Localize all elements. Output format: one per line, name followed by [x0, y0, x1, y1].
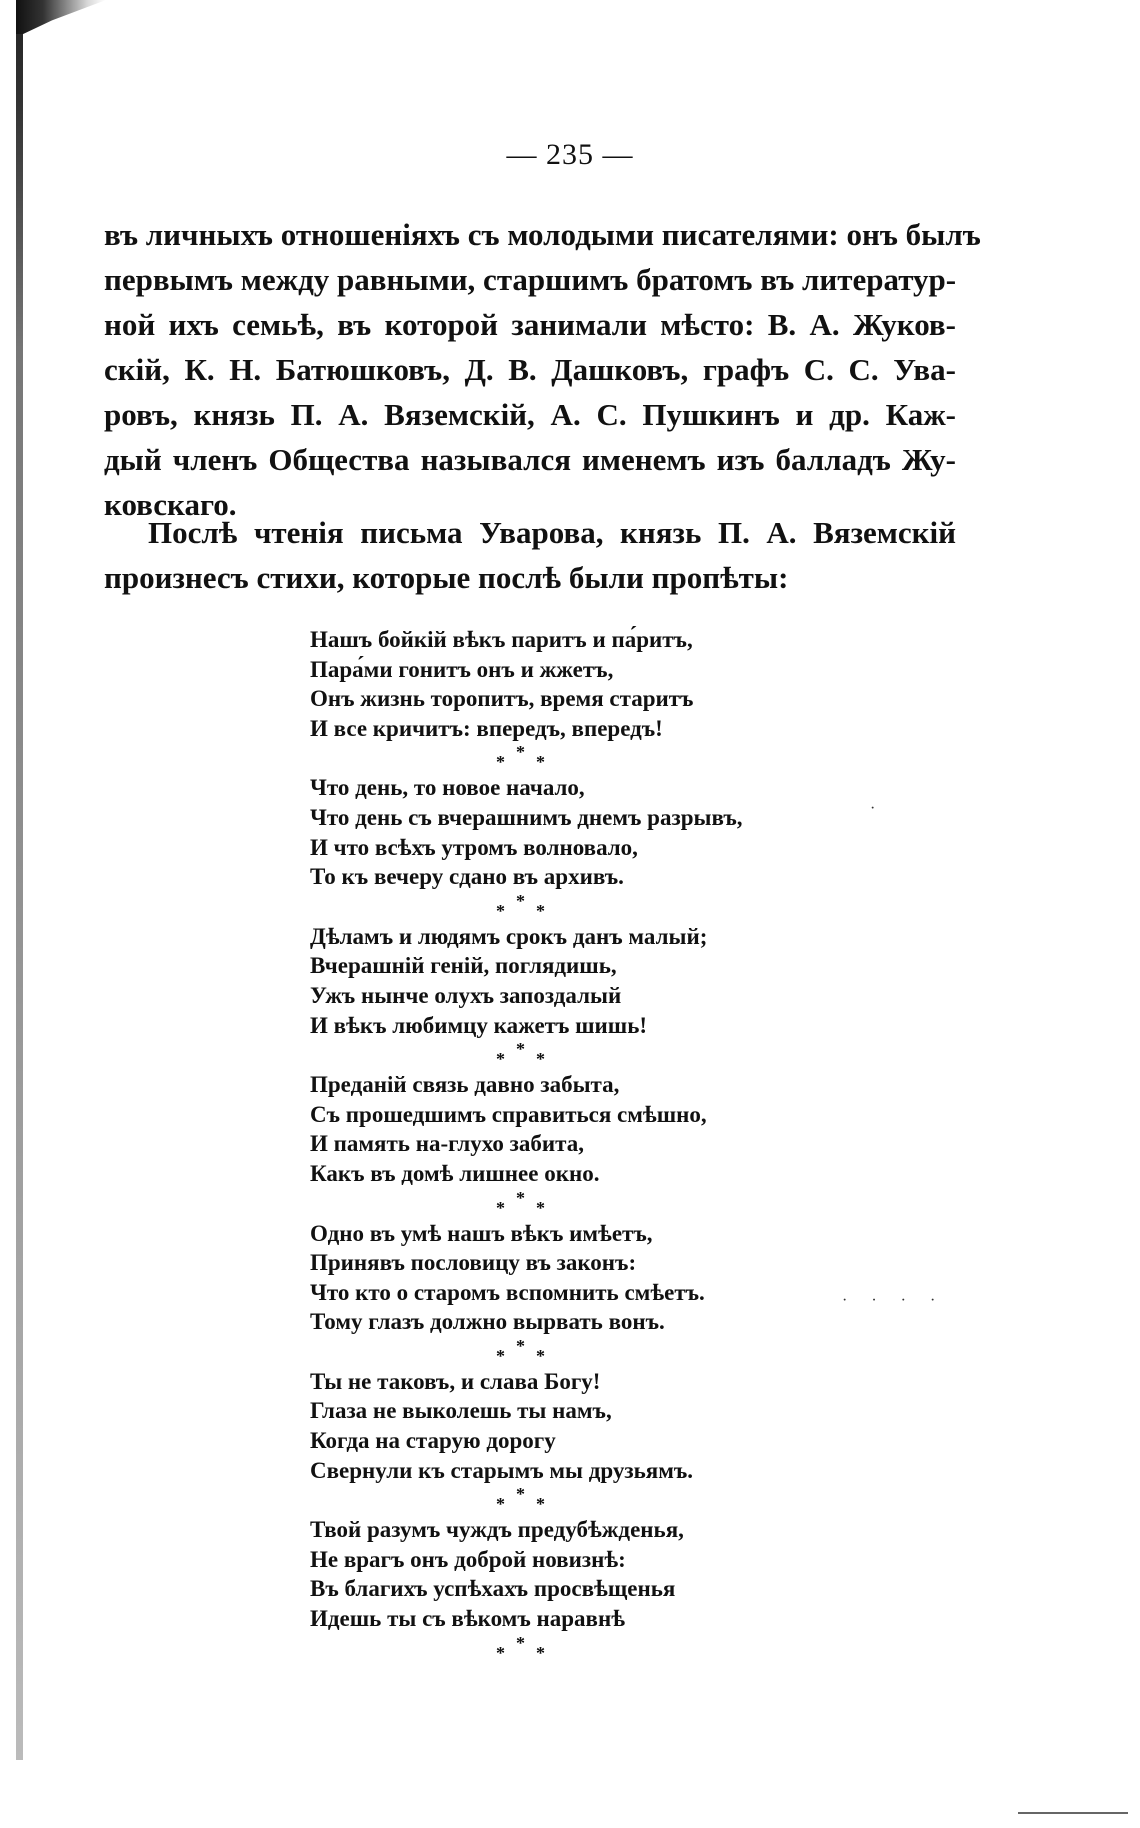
stanza-separator: [496, 1337, 556, 1367]
stanza-separator: [496, 743, 556, 773]
asterisk-icon: *: [536, 1049, 545, 1070]
asterisk-icon: *: [516, 1335, 525, 1356]
asterisk-icon: *: [536, 1345, 545, 1366]
stanza-separator: [496, 1189, 556, 1219]
stanza-separator: [496, 1485, 556, 1515]
poem-verse: Съ прошедшимъ справиться смѣшно,: [310, 1101, 707, 1127]
poem-stanza: [310, 1070, 870, 1188]
print-speck: ·: [870, 800, 876, 817]
poem-verse: Дѣламъ и людямъ срокъ данъ малый;: [310, 923, 708, 949]
poem-verse: И что всѣхъ утромъ волновало,: [310, 834, 638, 860]
poem-verse: Свернули къ старымъ мы друзьямъ.: [310, 1457, 694, 1483]
poem-verse: Что кто о старомъ вспомнить смѣетъ.: [310, 1279, 705, 1305]
text-line: скій, К. Н. Батюшковъ, Д. В. Дашковъ, графъ С. С. Ува-: [104, 352, 956, 387]
poem-stanza: [310, 1219, 870, 1337]
text-line: въ личныхъ отношеніяхъ съ молодыми писателями: онъ былъ: [104, 217, 981, 252]
poem-verse: Ужъ нынче олухъ запоздалый: [310, 982, 622, 1008]
print-speck: · · · ·: [842, 1292, 946, 1309]
asterisk-icon: *: [496, 1642, 505, 1663]
poem-verse: Пара́ми гонитъ онъ и жжетъ,: [310, 656, 614, 682]
poem-verse: Принявъ пословицу въ законъ:: [310, 1250, 637, 1276]
poem-verse: Что день, то новое начало,: [310, 775, 585, 801]
poem-verse: Что день съ вчерашнимъ днемъ разрывъ,: [310, 804, 743, 830]
poem-verse: Идешь ты съ вѣкомъ наравнѣ: [310, 1606, 626, 1632]
scan-left-edge: [16, 0, 23, 1760]
poem-stanza: [310, 922, 870, 1040]
asterisk-icon: *: [516, 1484, 525, 1505]
asterisk-icon: *: [516, 1187, 525, 1208]
asterisk-icon: *: [536, 1494, 545, 1515]
asterisk-icon: *: [516, 1039, 525, 1060]
poem-verse: Вчерашній геній, поглядишь,: [310, 953, 617, 979]
asterisk-icon: *: [536, 900, 545, 921]
text-line: ной ихъ семьѣ, въ которой занимали мѣсто: В. А. Жуков-: [104, 307, 956, 342]
poem-verse: Тому глазъ должно вырвать вонъ.: [310, 1309, 665, 1335]
text-line: ровъ, князь П. А. Вяземскій, А. С. Пушкинъ и др. Каж-: [104, 397, 956, 432]
stanza-separator: [496, 1040, 556, 1070]
stanza-separator: [496, 1634, 556, 1664]
poem-verse: И все кричитъ: впередъ, впередъ!: [310, 715, 663, 741]
poem-verse: Какъ въ домѣ лишнее окно.: [310, 1160, 600, 1186]
poem-stanza: [310, 1515, 870, 1633]
poem-verse: Преданій связь давно забыта,: [310, 1072, 620, 1098]
page-number: — 235 —: [506, 138, 634, 171]
asterisk-icon: *: [516, 1632, 525, 1653]
asterisk-icon: *: [516, 742, 525, 763]
paragraph-2: [104, 510, 956, 600]
poem-stanza: [310, 773, 870, 891]
text-line: дый членъ Общества назывался именемъ изъ балладъ Жу-: [104, 442, 956, 477]
scan-corner-mark: [16, 0, 106, 34]
stanza-separator: [496, 892, 556, 922]
poem: [310, 625, 870, 1664]
asterisk-icon: *: [496, 1197, 505, 1218]
poem-verse: Въ благихъ успѣхахъ просвѣщенья: [310, 1576, 676, 1602]
poem-verse: И память на-глухо забита,: [310, 1131, 585, 1157]
scan-margin-line: [1018, 1812, 1128, 1814]
asterisk-icon: *: [496, 1345, 505, 1366]
poem-verse: Не врагъ онъ доброй новизнѣ:: [310, 1546, 626, 1572]
poem-verse: Когда на старую дорогу: [310, 1428, 556, 1454]
poem-verse: То къ вечеру сдано въ архивъ.: [310, 864, 624, 890]
text-line: ковскаго.: [104, 487, 237, 522]
poem-stanza: [310, 1367, 870, 1485]
asterisk-icon: *: [496, 1049, 505, 1070]
asterisk-icon: *: [536, 752, 545, 773]
asterisk-icon: *: [536, 1642, 545, 1663]
poem-verse: Одно въ умѣ нашъ вѣкъ имѣетъ,: [310, 1220, 653, 1246]
asterisk-icon: *: [496, 752, 505, 773]
asterisk-icon: *: [496, 1494, 505, 1515]
poem-verse: Твой разумъ чуждъ предубѣжденья,: [310, 1517, 684, 1543]
poem-verse: Глаза не выколешь ты намъ,: [310, 1398, 612, 1424]
asterisk-icon: *: [516, 890, 525, 911]
text-line: произнесъ стихи, которые послѣ были пропѣты:: [104, 560, 789, 595]
text-line: Послѣ чтенія письма Уварова, князь П. А. Вяземскій: [148, 515, 956, 550]
text-line: первымъ между равными, старшимъ братомъ въ литератур-: [104, 262, 957, 297]
asterisk-icon: *: [496, 900, 505, 921]
poem-verse: И вѣкъ любимцу кажетъ шишь!: [310, 1012, 648, 1038]
asterisk-icon: *: [536, 1197, 545, 1218]
poem-verse: Ты не таковъ, и слава Богу!: [310, 1368, 601, 1394]
poem-stanza: [310, 625, 870, 743]
poem-verse: Онъ жизнь торопитъ, время старитъ: [310, 686, 694, 712]
poem-verse: Нашъ бойкій вѣкъ паритъ и па́ритъ,: [310, 627, 693, 652]
paragraph-1: [104, 212, 981, 527]
